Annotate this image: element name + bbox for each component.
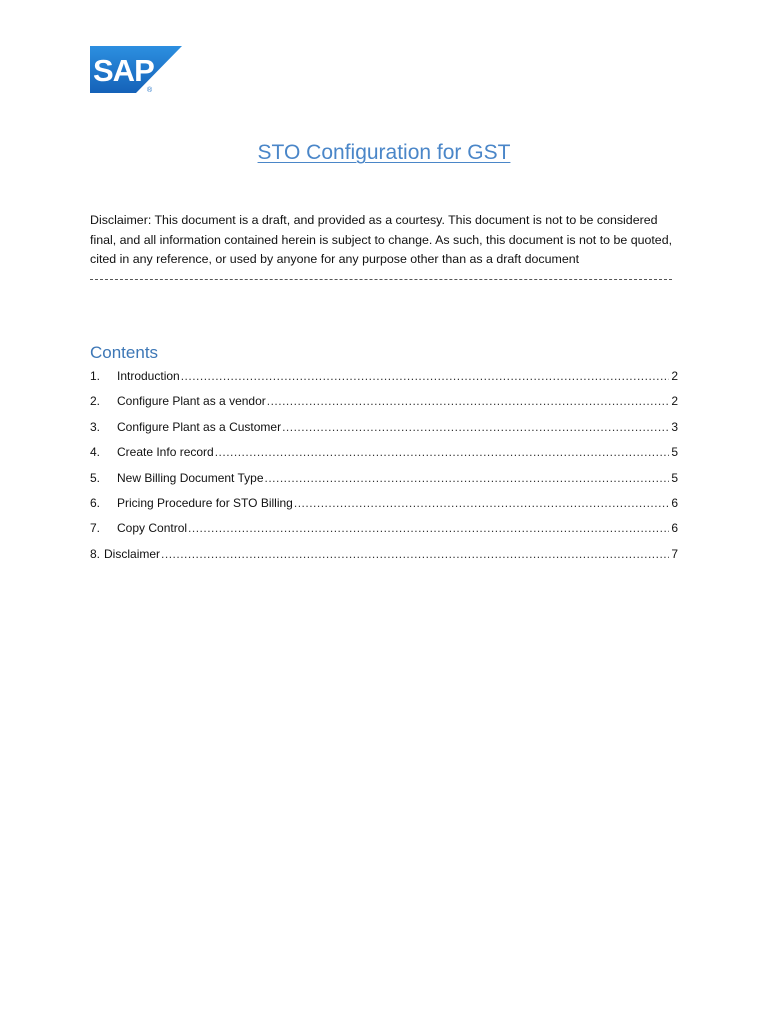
dot-leader [215, 445, 670, 459]
registered-mark: ® [147, 87, 153, 93]
contents-heading: Contents [90, 343, 159, 362]
toc-entry-introduction[interactable] [90, 369, 678, 394]
toc-entry-new-billing-document-type[interactable] [90, 471, 678, 496]
toc-entry-configure-plant-vendor[interactable] [90, 394, 678, 419]
toc-label: Introduction [117, 369, 180, 383]
toc-label: New Billing Document Type [117, 470, 264, 485]
toc-page-number: 6 [671, 495, 678, 510]
toc-label: Create Info record [117, 445, 214, 460]
toc-page-number: 5 [671, 470, 678, 485]
toc-entry-disclaimer[interactable] [90, 547, 678, 572]
toc-label: Copy Control [117, 521, 188, 536]
dot-leader [294, 496, 669, 510]
toc-number: 7. [90, 521, 101, 536]
toc-entry-pricing-procedure[interactable] [90, 496, 678, 521]
toc-entry-configure-plant-customer[interactable] [90, 420, 678, 445]
toc-page-number: 6 [671, 521, 678, 536]
toc-label: Configure Plant as a Customer [117, 419, 282, 434]
document-title: STO Configuration for GST [257, 141, 511, 164]
disclaimer-text: Disclaimer: This document is a draft, and provided as a courtesy. This document is not to be considered final, and all information contained herein is subject to change. As such, this document is not to be quoted, cited in any reference, or used by anyone for any purpose other than as a draft document [90, 213, 673, 266]
toc-number: 4. [90, 445, 101, 460]
dot-leader [265, 471, 670, 485]
dot-leader [188, 521, 669, 535]
toc-number: 6. [90, 495, 101, 510]
toc-number: 1. [90, 369, 101, 383]
toc-page-number: 2 [671, 394, 678, 409]
sap-logo-text: SAP [93, 53, 154, 88]
dot-leader [161, 547, 669, 561]
table-of-contents [90, 369, 678, 572]
toc-page-number: 2 [671, 369, 678, 383]
sap-logo [90, 46, 182, 93]
toc-label: Disclaimer [104, 546, 161, 561]
dashed-separator [90, 279, 672, 280]
toc-page-number: 5 [671, 445, 678, 460]
toc-number: 2. [90, 394, 101, 409]
toc-page-number: 3 [671, 419, 678, 434]
toc-label: Pricing Procedure for STO Billing [117, 495, 293, 510]
toc-entry-create-info-record[interactable] [90, 445, 678, 470]
toc-number: 8. [90, 546, 101, 561]
toc-page-number: 7 [671, 546, 678, 561]
toc-entry-copy-control[interactable] [90, 521, 678, 546]
toc-number: 5. [90, 470, 101, 485]
dot-leader [267, 394, 670, 408]
dot-leader [181, 369, 670, 383]
dot-leader [282, 420, 669, 434]
toc-number: 3. [90, 419, 101, 434]
toc-label: Configure Plant as a vendor [117, 394, 266, 409]
